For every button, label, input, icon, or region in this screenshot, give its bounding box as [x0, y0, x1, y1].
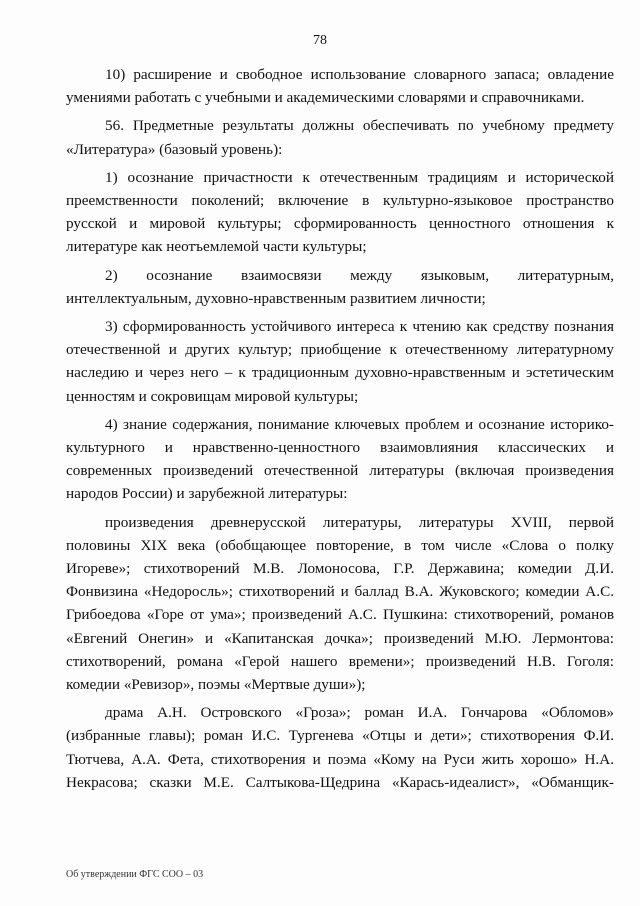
footer-note: Об утверждении ФГС СОО – 03 — [66, 869, 204, 880]
paragraph-item-1: 1) осознание причастности к отечественным традициям и исторической преемственности поколений; включение в культурно-языковое пространство русской и мировой культуры; сформированность ценностного отношения к литературе как неотъемлемой части культуры; — [66, 168, 614, 256]
paragraph-item-3: 3) сформированность устойчивого интереса к чтению как средству познания отечественной и других культур; приобщение к отечественному литературному наследию и через него – к традиционным духовно-нравственным и эстетическим ценностям и сокровищам мировой культуры; — [66, 318, 614, 405]
paragraph-item-4: 4) знание содержания, понимание ключевых проблем и осознание историко-культурного и нравственно-ценностного взаимовлияния классических и современных произведений отечественной литературы (включая произведения народов России) и зарубежной литературы: — [66, 415, 614, 503]
paragraph-56-subject-results: 56. Предметные результаты должны обеспечивать по учебному предмету «Литература» (базовый уровень): — [66, 117, 614, 158]
paragraph-works-list-2: драма А.Н. Островского «Гроза»; роман И.А. Гончарова «Обломов» (избранные главы); роман И.С. Тургенева «Отцы и дети»; стихотворения Ф.И. Тютчева, А.А. Фета, стихотворения и поэма «Кому на Руси жить хорошо» Н.А. Некрасова; сказки М.Е. Салтыкова-Щедрина «Карась-идеалист», «Обманщик- — [66, 704, 614, 791]
paragraph-works-list-1: произведения древнерусской литературы, литературы XVIII, первой половины XIX века (обобщающее повторение, в том числе «Слова о полку Игореве»; стихотворений М.В. Ломоносова, Г.Р. Державина; комедии Д.И. Фонвизина «Недоросль»; стихотворений и баллад В.А. Жуковского; комедии А.С. Грибоедова «Горе от ума»; произведений А.С. Пушкина: стихотворений, романов «Евгений Онегин» и «Капитанская дочка»; произведений М.Ю. Лермонтова: стихотворений, романа «Герой нашего времени»; произведений Н.В. Гоголя: комедии «Ревизор», поэмы «Мертвые души»); — [66, 513, 614, 694]
page-number: 78 — [313, 33, 327, 48]
document-body — [66, 63, 614, 794]
paragraph-10-vocabulary: 10) расширение и свободное использование словарного запаса; овладение умениями работать с учебными и академическими словарями и справочниками. — [66, 66, 614, 107]
paragraph-item-2: 2) осознание взаимосвязи между языковым, литературным, интеллектуальным, духовно-нравственным развитием личности; — [66, 266, 614, 307]
